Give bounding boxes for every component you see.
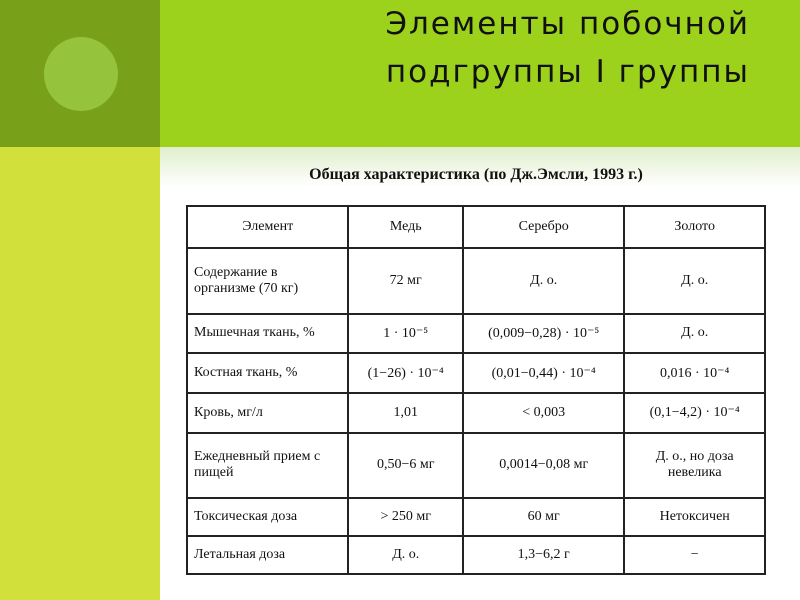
table-row <box>187 498 765 536</box>
cell-silver: 1,3−6,2 г <box>463 536 624 574</box>
cell-gold: Д. о. <box>624 248 765 314</box>
table-caption: Общая характеристика (по Дж.Эмсли, 1993 г.) <box>309 166 643 183</box>
header-silver: Серебро <box>463 206 624 248</box>
cell-gold: Д. о., но доза невелика <box>624 433 765 499</box>
slide-title <box>190 0 750 96</box>
cell-copper: (1−26) · 10⁻⁴ <box>348 353 463 393</box>
row-label: Мышечная ткань, % <box>187 314 348 354</box>
cell-silver: 0,0014−0,08 мг <box>463 433 624 499</box>
cell-gold: − <box>624 536 765 574</box>
cell-gold: Д. о. <box>624 314 765 354</box>
cell-copper: > 250 мг <box>348 498 463 536</box>
cell-copper: 72 мг <box>348 248 463 314</box>
left-top-panel <box>0 0 160 147</box>
header-element: Элемент <box>187 206 348 248</box>
row-label: Летальная доза <box>187 536 348 574</box>
cell-silver: 60 мг <box>463 498 624 536</box>
left-bottom-panel <box>0 147 160 600</box>
cell-silver: (0,01−0,44) · 10⁻⁴ <box>463 353 624 393</box>
table-row <box>187 433 765 499</box>
cell-silver: Д. о. <box>463 248 624 314</box>
cell-gold: Нетоксичен <box>624 498 765 536</box>
slide-title-line-1: Элементы побочной <box>385 6 750 42</box>
cell-copper: Д. о. <box>348 536 463 574</box>
decorative-circle <box>44 37 118 111</box>
cell-copper: 0,50−6 мг <box>348 433 463 499</box>
cell-silver: (0,009−0,28) · 10⁻⁵ <box>463 314 624 354</box>
row-label: Токсическая доза <box>187 498 348 536</box>
cell-copper: 1,01 <box>348 393 463 433</box>
table-row <box>187 536 765 574</box>
row-label: Костная ткань, % <box>187 353 348 393</box>
cell-silver: < 0,003 <box>463 393 624 433</box>
table-row <box>187 353 765 393</box>
slide-title-line-2: подгруппы I группы <box>385 54 750 90</box>
table-row <box>187 393 765 433</box>
cell-copper: 1 · 10⁻⁵ <box>348 314 463 354</box>
characteristics-table <box>186 205 766 575</box>
table-row <box>187 248 765 314</box>
table-header-row <box>187 206 765 248</box>
cell-gold: 0,016 · 10⁻⁴ <box>624 353 765 393</box>
header-gold: Золото <box>624 206 765 248</box>
row-label: Содержание в организме (70 кг) <box>187 248 348 314</box>
header-copper: Медь <box>348 206 463 248</box>
cell-gold: (0,1−4,2) · 10⁻⁴ <box>624 393 765 433</box>
row-label: Ежедневный прием с пищей <box>187 433 348 499</box>
row-label: Кровь, мг/л <box>187 393 348 433</box>
table-row <box>187 314 765 354</box>
